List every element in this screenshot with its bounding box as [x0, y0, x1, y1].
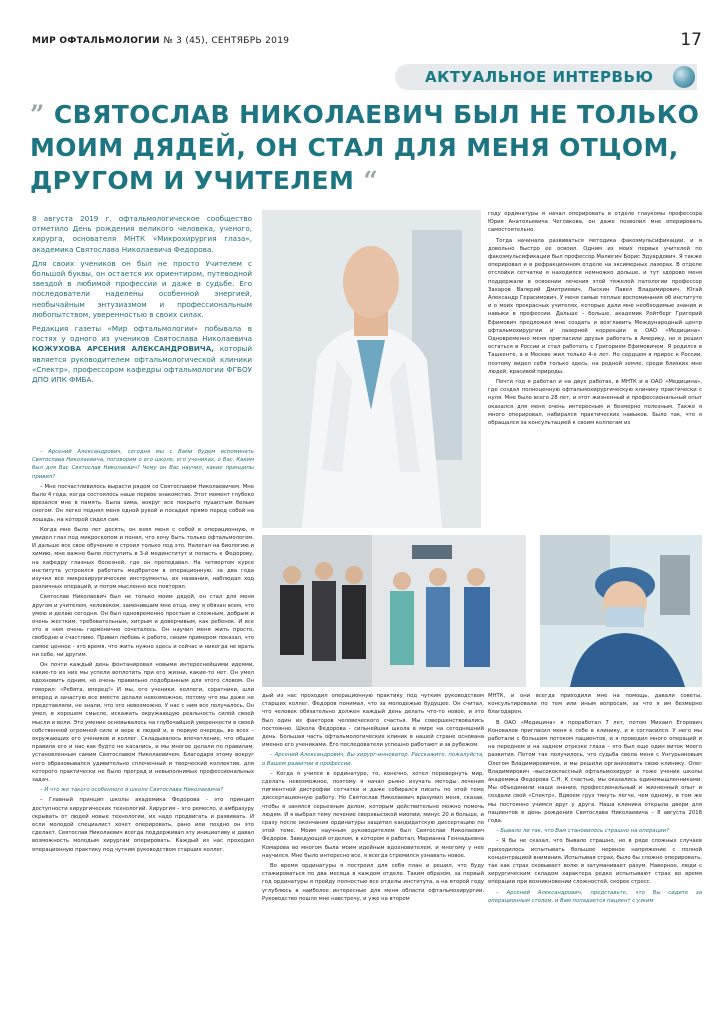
lead-block — [32, 214, 252, 444]
team-photo — [262, 535, 526, 687]
column-2 — [262, 692, 484, 1012]
question: – Арсений Александрович, Вы хирург-инноватор. Расскажите, пожалуйста, о Вашем развитии в профессии. — [262, 752, 484, 767]
question: – Бывало ли так, что Вам становилось страшно на операции? — [496, 828, 669, 835]
magazine-title: МИР ОФТАЛЬМОЛОГИИ — [32, 36, 160, 46]
answer-paragraph: году ординатуры я начал оперировать в отделе глаукомы профессора Юрия Анатольевича Чеглакова, он даже позволил мне оперировать самостоятельно. — [488, 211, 702, 234]
headline-text: СВЯТОСЛАВ НИКОЛАЕВИЧ БЫЛ НЕ ТОЛЬКО МОИМ ДЯДЕЙ, ОН СТАЛ ДЛЯ МЕНЯ ОТЦОМ, ДРУГОМ И УЧИТЕЛЕМ — [30, 100, 700, 195]
interviewee-name: КОЖУХОВА АРСЕНИЯ АЛЕКСАНДРОВИЧА, — [32, 344, 215, 354]
column-3-bottom — [488, 692, 702, 1012]
close-quote-icon: “ — [363, 166, 379, 195]
portrait-photo — [262, 210, 481, 528]
answer-paragraph: – Мне посчастливилось вырасти рядом со Святославом Николаевичем. Мне было 4 года, когда состоялось наше первое знакомство. Этот момент глубоко врезался мне в память. Была зима, вокруг все покрыто пушистым белым снегом. Он легко поднял меня одной рукой и посадил прямо перед собой на лошадь, на которой сидел сам. — [32, 483, 254, 523]
lead-paragraph — [32, 324, 252, 385]
column-3 — [488, 210, 702, 530]
answer-paragraph: Почти год я работал и на двух работах, в МНТК и в ОАО «Медицина», где создал полноценную офтальмохирургическую клинику практически с нуля. Мне было всего 28 лет, и этот жизненный и профессиональный опыт оказался для меня очень интересным и безмерно полезным. Также я много оперировал, набирался практических навыков. Было так, что я обращался за консультацией к своим коллегам из — [488, 379, 702, 427]
surgeon-illustration — [540, 535, 702, 687]
question: – И что же такого особенного в школе Святослава Николаевича? — [40, 787, 223, 794]
answer-paragraph: В ОАО «Медицина» я проработал 7 лет, потом Михаил Егорович Коновалов пригласил меня к себе в клинику, и я согласился. У него мы работали с большим потоком пациентов, и я проводил много операций и на переднем и на заднем отрезке глаза – это был еще один виток моего развития. Потом так получилось, что судьба свела меня с Унгурьяновым Олегом Владимировичем, и мы решили организовать свою клинику. Олег Владимирович –высококлассный офтальмохирург и тоже ученик школы академика Федорова С.Н. К счастью, мы оказались единомышленниками. Мы объединили наши знания, профессиональный и жизненный опыт и создали свой «Спектр». Вдвоем груз тянуть легче, чем одному, в том же мы постоянно учимся друг у друга. Наша клиника открыла двери для пациентов в день рождения Святослава Николаевича – 8 августа 2018 года. — [488, 719, 702, 825]
team-illustration — [262, 535, 526, 687]
question: – Арсений Александрович, представьте, что Вы сидите за операционным столом, и Вам попадается пациент с узким — [488, 889, 702, 904]
answer-paragraph: – Когда я учился в ординатуре, то, конечно, хотел перевернуть мир, сделать невозможное, поэтому я начал рьяно изучать методы лечения пигментной дистрофии сетчатки и даже собирался писать по этой теме диссертационную работу. Но Святослав Николаевич вразумил меня, сказав, чтобы я занялся серьезным делом, которым действительно можно помочь людям. И я выбрал тему лечение сверхвысокой миопии, минус 20 и больше, и сразу после окончания ординатуры защитил кандидатскую диссертацию по этой теме. Моим научным руководителем был Святослав Николаевич Федоров. Заведующей отделом, в котором я работал, Марианна Геннадьевна Комарова во многом была моим идейным вдохновителем, и многому у нее научился. Мне было интересно все, я всегда стремился узнавать новое. — [262, 770, 484, 859]
article-headline — [30, 98, 710, 197]
lead-paragraph: 8 августа 2019 г. офтальмологическое сообщество отметило День рождения великого человека, ученого, хирурга, основателя МНТК «Микрохирургия глаза», академика Святослава Николаевича Федорова. — [32, 214, 252, 254]
answer-paragraph: Он почти каждый день фонтанировал новыми интереснейшими идеями, какие-то из них мы успели воплотить при его жизни, какие-то нет. Он умел вдохновить одним, но очень правильно подобранным для этого словом. Он говорил: «Ребята, вперед!» И мы, его ученики, коллеги, соратники, шли вперед и зачастую все вместе делали невозможное, потому что мы даже не представляли, не знали, что это невозможно. У нас с ним все получалось. Он умел, в хорошем смысле, искажать окружающую реальность силой своей мысли и воли. Это умение основывалось на глубочайшей уверенности в своей собственной огромной силе и вере в людей и, в первую очередь, во всех – окружающих его учеников и коллег. Складывалось впечатление, что общие правила его и нас как будто не касались, и мы многое делали по правилам, установленным самим Святославом Николаевичем. Благодаря этому вокруг него образовывался удивительно сплоченный и творческий коллектив, для которого практически не было преград и невыполнимых профессиональных задач. — [32, 662, 254, 783]
section-title: АКТУАЛЬНОЕ ИНТЕРВЬЮ — [425, 68, 654, 86]
lead-outro: который является руководителем офтальмологической клиники «Спектр», профессором кафедры офтальмологии ФГБОУ ДПО ИПК ФМБА. — [32, 344, 252, 385]
lead-intro: Редакция газеты «Мир офтальмологии» побывала в гостях у одного из учеников Святослава Николаевича — [32, 324, 252, 344]
open-quote-icon: ” — [30, 100, 45, 129]
lead-paragraph: Для своих учеников он был не просто Учителем с большой буквы, он остается их ориентиром, путеводной звездой в любимой профессии и даже в судьбе. Его последователи наделены особенной энергией, необычайным энтузиазмом и профессиональным любопытством, уверенностью в своих силах. — [32, 258, 252, 319]
question: – Арсений Александрович, сегодня мы с Вами будем вспоминать Святослава Николаевича, поговорим о его школе, его учениках, о Вас. Каким был для Вас Святослав Николаевич? Чему он Вас научил, какие принципы привил? — [32, 449, 254, 480]
answer-paragraph: Во время ординатуры я построил для себя план и решил, что буду стажироваться по два месяца в каждом отделе. Таким образом, за первый год ординатуры я пройду полностью все отделы института, а на второй году углублюсь в наиболее интересные для меня области офтальмохирургии. Руководство пошло мне навстречу, и уже на втором — [262, 863, 484, 902]
answer-paragraph: МНТК, и они всегда приходили мне на помощь, давали советы, консультировали по тем или иным вопросам, за что я им безмерно благодарен. — [488, 693, 702, 716]
issue-info: № 3 (45), СЕНТЯБРЬ 2019 — [163, 36, 290, 46]
answer-paragraph: Когда мне было лет десять, он взял меня с собой в операционную, я увидел глаз под микроскопом и понял, что хочу быть только офтальмологом. И дальше все свое обучение я строил только под это. Налегал на биологию и химию, мне важно было поступить в 3-й мединститут и попасть к Федорову, на кафедру глазных болезней, где он преподавал. На четвертом курсе института устроился работать медбратом в операционную, за два года изучил все микрохирургические инструменты, их названия, наблюдал ход различных операций, и потом мысленно все повторял. — [32, 526, 254, 591]
portrait-illustration — [262, 210, 481, 528]
globe-icon — [673, 66, 695, 88]
answer-paragraph: Святослав Николаевич был не только моим дядей, он стал для меня другом и учителем, человеком, заменившим мне отца, ему я обязан всем, что умею и делаю сегодня. Он был одновременно простым и сложным, добрым и очень жестким, требовательным, хитрым и доверчивым, как ребенок. И все это в нем очень гармонично сочеталось. Он научил меня жить просто, свободно и счастливо. Привил любовь к работе, своим примером показал, что самое ценное - это время, что жить нужно здесь и сейчас и никогда не врать ни себе, ни другим. — [32, 594, 254, 658]
column-1 — [32, 448, 254, 1008]
answer-paragraph: дый из нас проходил операционную практику под чутким руководством старших коллег. Федоров понимал, что за молодежью будущее. Он считал, что человек обязательно должен каждый день делать что-то новое, и это был один из факторов человеческого счастья. Мы совершенствовались постоянно. Школа Федорова - сильнейшая школа в мире на сегодняшний день. Большая часть офтальмологических клиник в нашей стране основана именно его учениками. Его последователи успешно работают и за рубежом. — [262, 693, 484, 749]
running-header — [32, 36, 289, 46]
answer-paragraph: – Я бы не сказал, что бывало страшно, но в ряде сложных случаев приходилось испытывать большое нервное напряжение с полной концентрацией внимания. Испытывая страх, было бы сложно оперировать, так как страх сковывает волю и затуманивает разум. Наверное, люди с хирургическим складом характера редко испытывают страх во время операции при возникновении сложностей, скорее стресс. — [488, 838, 702, 886]
surgeon-photo — [540, 535, 702, 687]
answer-paragraph: – Главный принцип школы академика Федорова - это принцип доступности хирургических технологий. Хирургия – это ремесло, и амбразуру скрывать от людей новые технологии, их надо продвигать и развивать. И если молодой специалист хочет оперировать, рано или поздно он это сделает. Святослав Николаевич всегда поддерживал эту инициативу и давал возможность молодым хирургам оперировать. Каждый из нас проходил операционную практику под чутким руководством старших коллег. — [32, 797, 254, 853]
answer-paragraph: Тогда начинала развиваться методика факоэмульсификации, и я довольно быстро ее освоил. Одним из моих первых учителей по факоэмульсификации был профессор Малюгин Борис Эдуардович. Я также оперировал и в рефракционном отделе на эксимерных лазерах. В отделе отслойки сетчатки я находился немножко дольше, и тут здорово меня поддержали в освоении лечения этой тяжелой патологии профессор Захаров Валерий Дмитриевич, Лыскин Павел Владимирович, Югай Александр Герасимович. У меня самые теплые воспоминания об институте и о моих прекрасных учителях, которые дали мне необходимые знания и навыки в профессии. Дальше – больше, академик Ройтберг Григорий Ефимович предложил мне создать и возглавить Международный центр офтальмохирургии и лазерной коррекции в ОАО «Медицина». Одновременно меня пригласили друзья работать в Америку, но я решил остаться в России и стал работать с Григорием Ефимовичем. Я родился в Ташкенте, а в Москве жил только 4-х лет. Но сердцем я прирос к России, поэтому видел себя только здесь, на родной земле, среди близких мне людей, красивой природы. — [488, 237, 702, 375]
page-number: 17 — [680, 30, 702, 50]
